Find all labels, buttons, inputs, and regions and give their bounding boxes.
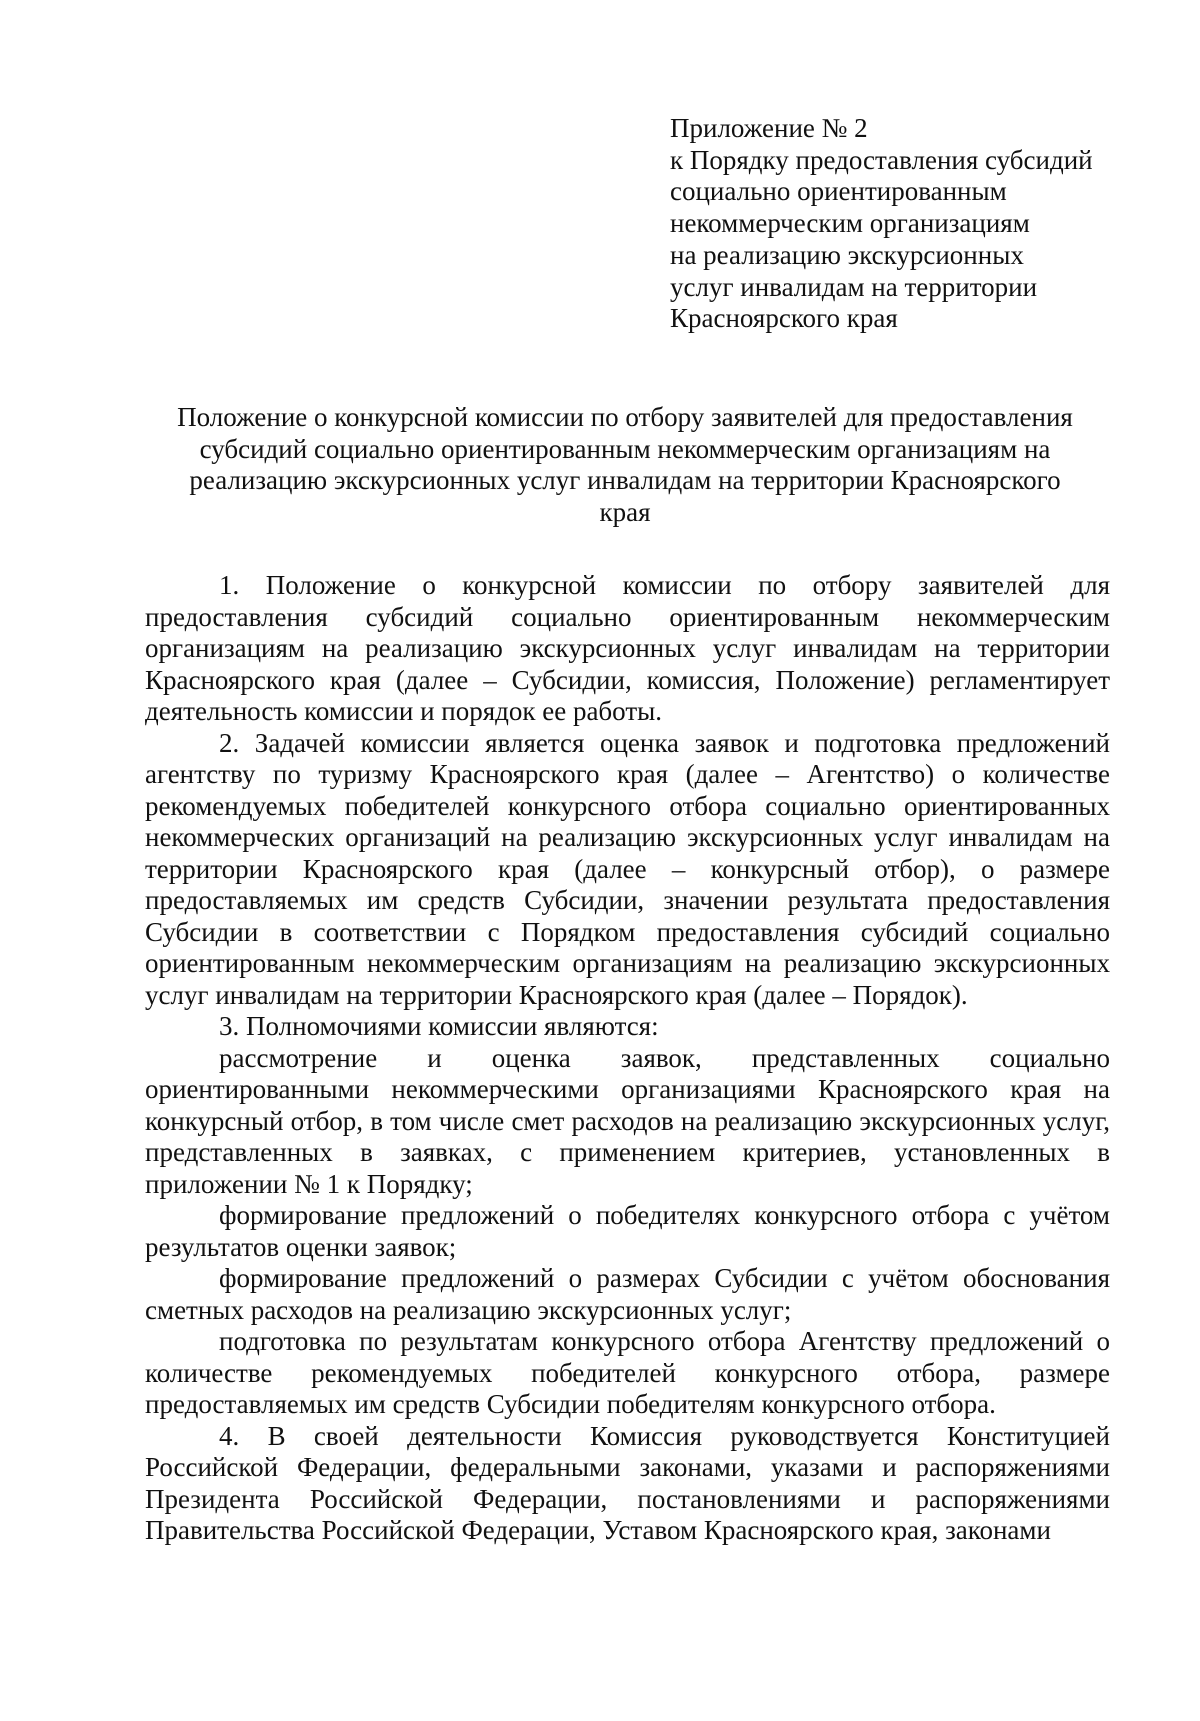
appendix-line: социально ориентированным: [670, 176, 1007, 207]
paragraph-3-item-proposals: подготовка по результатам конкурсного отбора Агентству предложений о количестве рекомендуемых победителей конкурсного отбора, размере предоставляемых им средств Субсидии победителям конкурсного отбора.: [145, 1326, 1110, 1419]
title-line: реализацию экскурсионных услуг инвалидам на территории Красноярского: [189, 465, 1061, 496]
title-line: края: [599, 497, 651, 528]
appendix-line: услуг инвалидам на территории: [670, 271, 1038, 302]
title-line: субсидий социально ориентированным некоммерческим организациям на: [199, 433, 1051, 464]
document-body: [145, 570, 1110, 1547]
title-line: Положение о конкурсной комиссии по отбору заявителей для предоставления: [177, 402, 1073, 432]
document-title: [150, 402, 1100, 529]
paragraph-2: 2. Задачей комиссии является оценка заявок и подготовка предложений агентству по туризму Красноярского края (далее – Агентство) о количестве рекомендуемых победителей конкурсного отбора социально ориентированных некоммерческих организаций на реализацию экскурсионных услуг инвалидам на территории Красноярского края (далее – конкурсный отбор), о размере предоставляемых им средств Субсидии, значении результата предоставления Субсидии в соответствии с Порядком предоставления субсидий социально ориентированным некоммерческим организациям на реализацию экскурсионных услуг инвалидам на территории Красноярского края (далее – Порядок).: [145, 727, 1110, 1010]
paragraph-4: 4. В своей деятельности Комиссия руководствуется Конституцией Российской Федерации, федеральными законами, указами и распоряжениями Президента Российской Федерации, постановлениями и распоряжениями Правительства Российской Федерации, Уставом Красноярского края, законами: [145, 1420, 1110, 1545]
paragraph-3-item-subsidy-size: формирование предложений о размерах Субсидии с учётом обоснования сметных расходов на реализацию экскурсионных услуг;: [145, 1263, 1110, 1325]
paragraph-3-item-review: рассмотрение и оценка заявок, представленных социально ориентированными некоммерческими организациями Красноярского края на конкурсный отбор, в том числе смет расходов на реализацию экскурсионных услуг, представленных в заявках, с применением критериев, установленных в приложении № 1 к Порядку;: [145, 1042, 1110, 1199]
paragraph-3-item-winners: формирование предложений о победителях конкурсного отбора с учётом результатов оценки заявок;: [145, 1200, 1110, 1262]
appendix-line: Приложение № 2: [670, 113, 868, 143]
paragraph-3: 3. Полномочиями комиссии являются:: [219, 1011, 659, 1041]
appendix-header: [670, 113, 1140, 335]
appendix-line: Красноярского края: [670, 303, 898, 334]
appendix-line: к Порядку предоставления субсидий: [670, 144, 1093, 175]
paragraph-1: 1. Положение о конкурсной комиссии по отбору заявителей для предоставления субсидий социально ориентированным некоммерческим организациям на реализацию экскурсионных услуг инвалидам на территории Красноярского края (далее – Субсидии, комиссия, Положение) регламентирует деятельность комиссии и порядок ее работы.: [145, 570, 1110, 726]
appendix-line: некоммерческим организациям: [670, 208, 1030, 239]
appendix-line: на реализацию экскурсионных: [670, 239, 1024, 270]
